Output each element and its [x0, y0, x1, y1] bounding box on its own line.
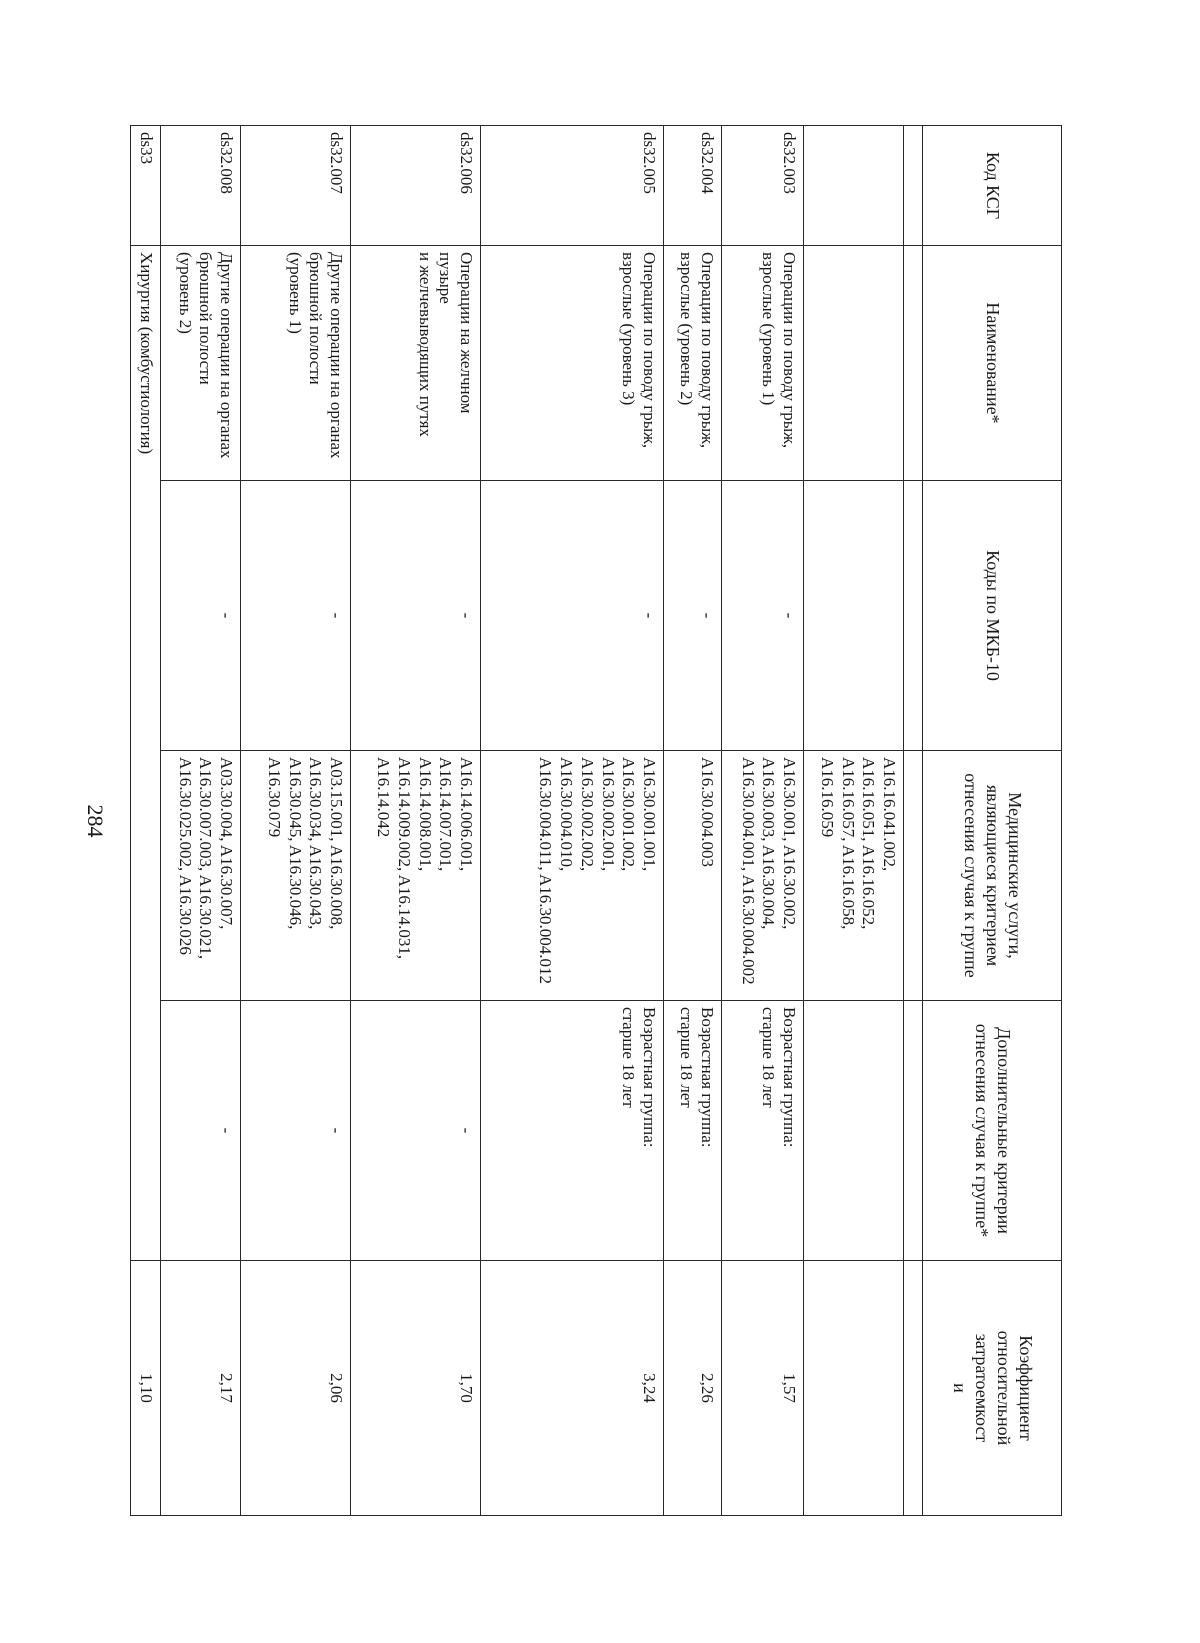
table-spacer-row — [904, 126, 923, 1516]
name-cell: Операции по поводу грыж, взрослые (уровень 2) — [664, 246, 722, 481]
criteria-cell: - — [161, 1001, 241, 1261]
criteria-cell: Возрастная группа: старше 18 лет — [722, 1001, 804, 1261]
name-cell: Операции по поводу грыж, взрослые (уровень 1) — [722, 246, 804, 481]
mkb-cell: - — [351, 481, 481, 751]
services-cell: A16.16.041.002, A16.16.051, A16.16.052, A16.16.057, A16.16.058, A16.16.059 — [804, 751, 904, 1001]
table-row — [481, 126, 664, 1516]
ksg-table — [130, 125, 1062, 1516]
code-cell: ds32.007 — [241, 126, 351, 246]
section-code-cell: ds33 — [131, 126, 161, 246]
table-row — [161, 126, 241, 1516]
criteria-cell: Возрастная группа: старше 18 лет — [481, 1001, 664, 1261]
table-row — [664, 126, 722, 1516]
services-cell: A16.30.001.001, A16.30.001.002, A16.30.002.001, A16.30.002.002, A16.30.004.010, A16.30.004.011, A16.30.004.012 — [481, 751, 664, 1001]
coef-cell: 2,17 — [161, 1261, 241, 1516]
section-coef-cell: 1,10 — [131, 1261, 161, 1516]
table-section-row — [131, 126, 161, 1516]
services-cell: A16.30.001, A16.30.002, A16.30.003, A16.30.004, A16.30.004.001, A16.30.004.002 — [722, 751, 804, 1001]
services-cell: A16.30.004.003 — [664, 751, 722, 1001]
name-cell: Другие операции на органах брюшной полости (уровень 1) — [241, 246, 351, 481]
code-cell: ds32.005 — [481, 126, 664, 246]
criteria-cell: - — [241, 1001, 351, 1261]
coef-cell: 2,26 — [664, 1261, 722, 1516]
table-row — [351, 126, 481, 1516]
header-criteria: Дополнительные критерии отнесения случая к группе* — [923, 1001, 1062, 1261]
code-cell: ds32.006 — [351, 126, 481, 246]
header-mkb: Коды по МКБ-10 — [923, 481, 1062, 751]
mkb-cell: - — [481, 481, 664, 751]
header-coef: Коэффициент относительной затратоемкост и — [923, 1261, 1062, 1516]
name-cell: Операции на желчном пузыре и желчевыводящих путях — [351, 246, 481, 481]
mkb-cell: - — [241, 481, 351, 751]
table-row — [241, 126, 351, 1516]
coef-cell: 2,06 — [241, 1261, 351, 1516]
header-name: Наименование* — [923, 246, 1062, 481]
header-code: Код КСГ — [923, 126, 1062, 246]
code-cell: ds32.003 — [722, 126, 804, 246]
code-cell: ds32.008 — [161, 126, 241, 246]
mkb-cell: - — [161, 481, 241, 751]
criteria-cell: Возрастная группа: старше 18 лет — [664, 1001, 722, 1261]
services-cell: A16.14.006.001, A16.14.007.001, A16.14.008.001, A16.14.009.002, A16.14.031, A16.14.042 — [351, 751, 481, 1001]
code-cell: ds32.004 — [664, 126, 722, 246]
name-cell: Операции по поводу грыж, взрослые (уровень 3) — [481, 246, 664, 481]
table-row — [722, 126, 804, 1516]
mkb-cell: - — [722, 481, 804, 751]
table-row-continuation — [804, 126, 904, 1516]
header-services: Медицинские услуги, являющиеся критерием отнесения случая к группе — [923, 751, 1062, 1001]
services-cell: A03.15.001, A16.30.008, A16.30.034, A16.30.043, A16.30.045, A16.30.046, A16.30.079 — [241, 751, 351, 1001]
name-cell: Другие операции на органах брюшной полости (уровень 2) — [161, 246, 241, 481]
table-header-row — [923, 126, 1062, 1516]
criteria-cell: - — [351, 1001, 481, 1261]
coef-cell: 1,57 — [722, 1261, 804, 1516]
services-cell: A03.30.004, A16.30.007, A16.30.007.003, A16.30.021, A16.30.025.002, A16.30.026 — [161, 751, 241, 1001]
page-number: 284 — [83, 804, 108, 838]
coef-cell: 1,70 — [351, 1261, 481, 1516]
mkb-cell: - — [664, 481, 722, 751]
coef-cell: 3,24 — [481, 1261, 664, 1516]
rotated-page-content — [137, 125, 1062, 1515]
section-name-cell: Хирургия (комбустиология) — [131, 246, 161, 1261]
